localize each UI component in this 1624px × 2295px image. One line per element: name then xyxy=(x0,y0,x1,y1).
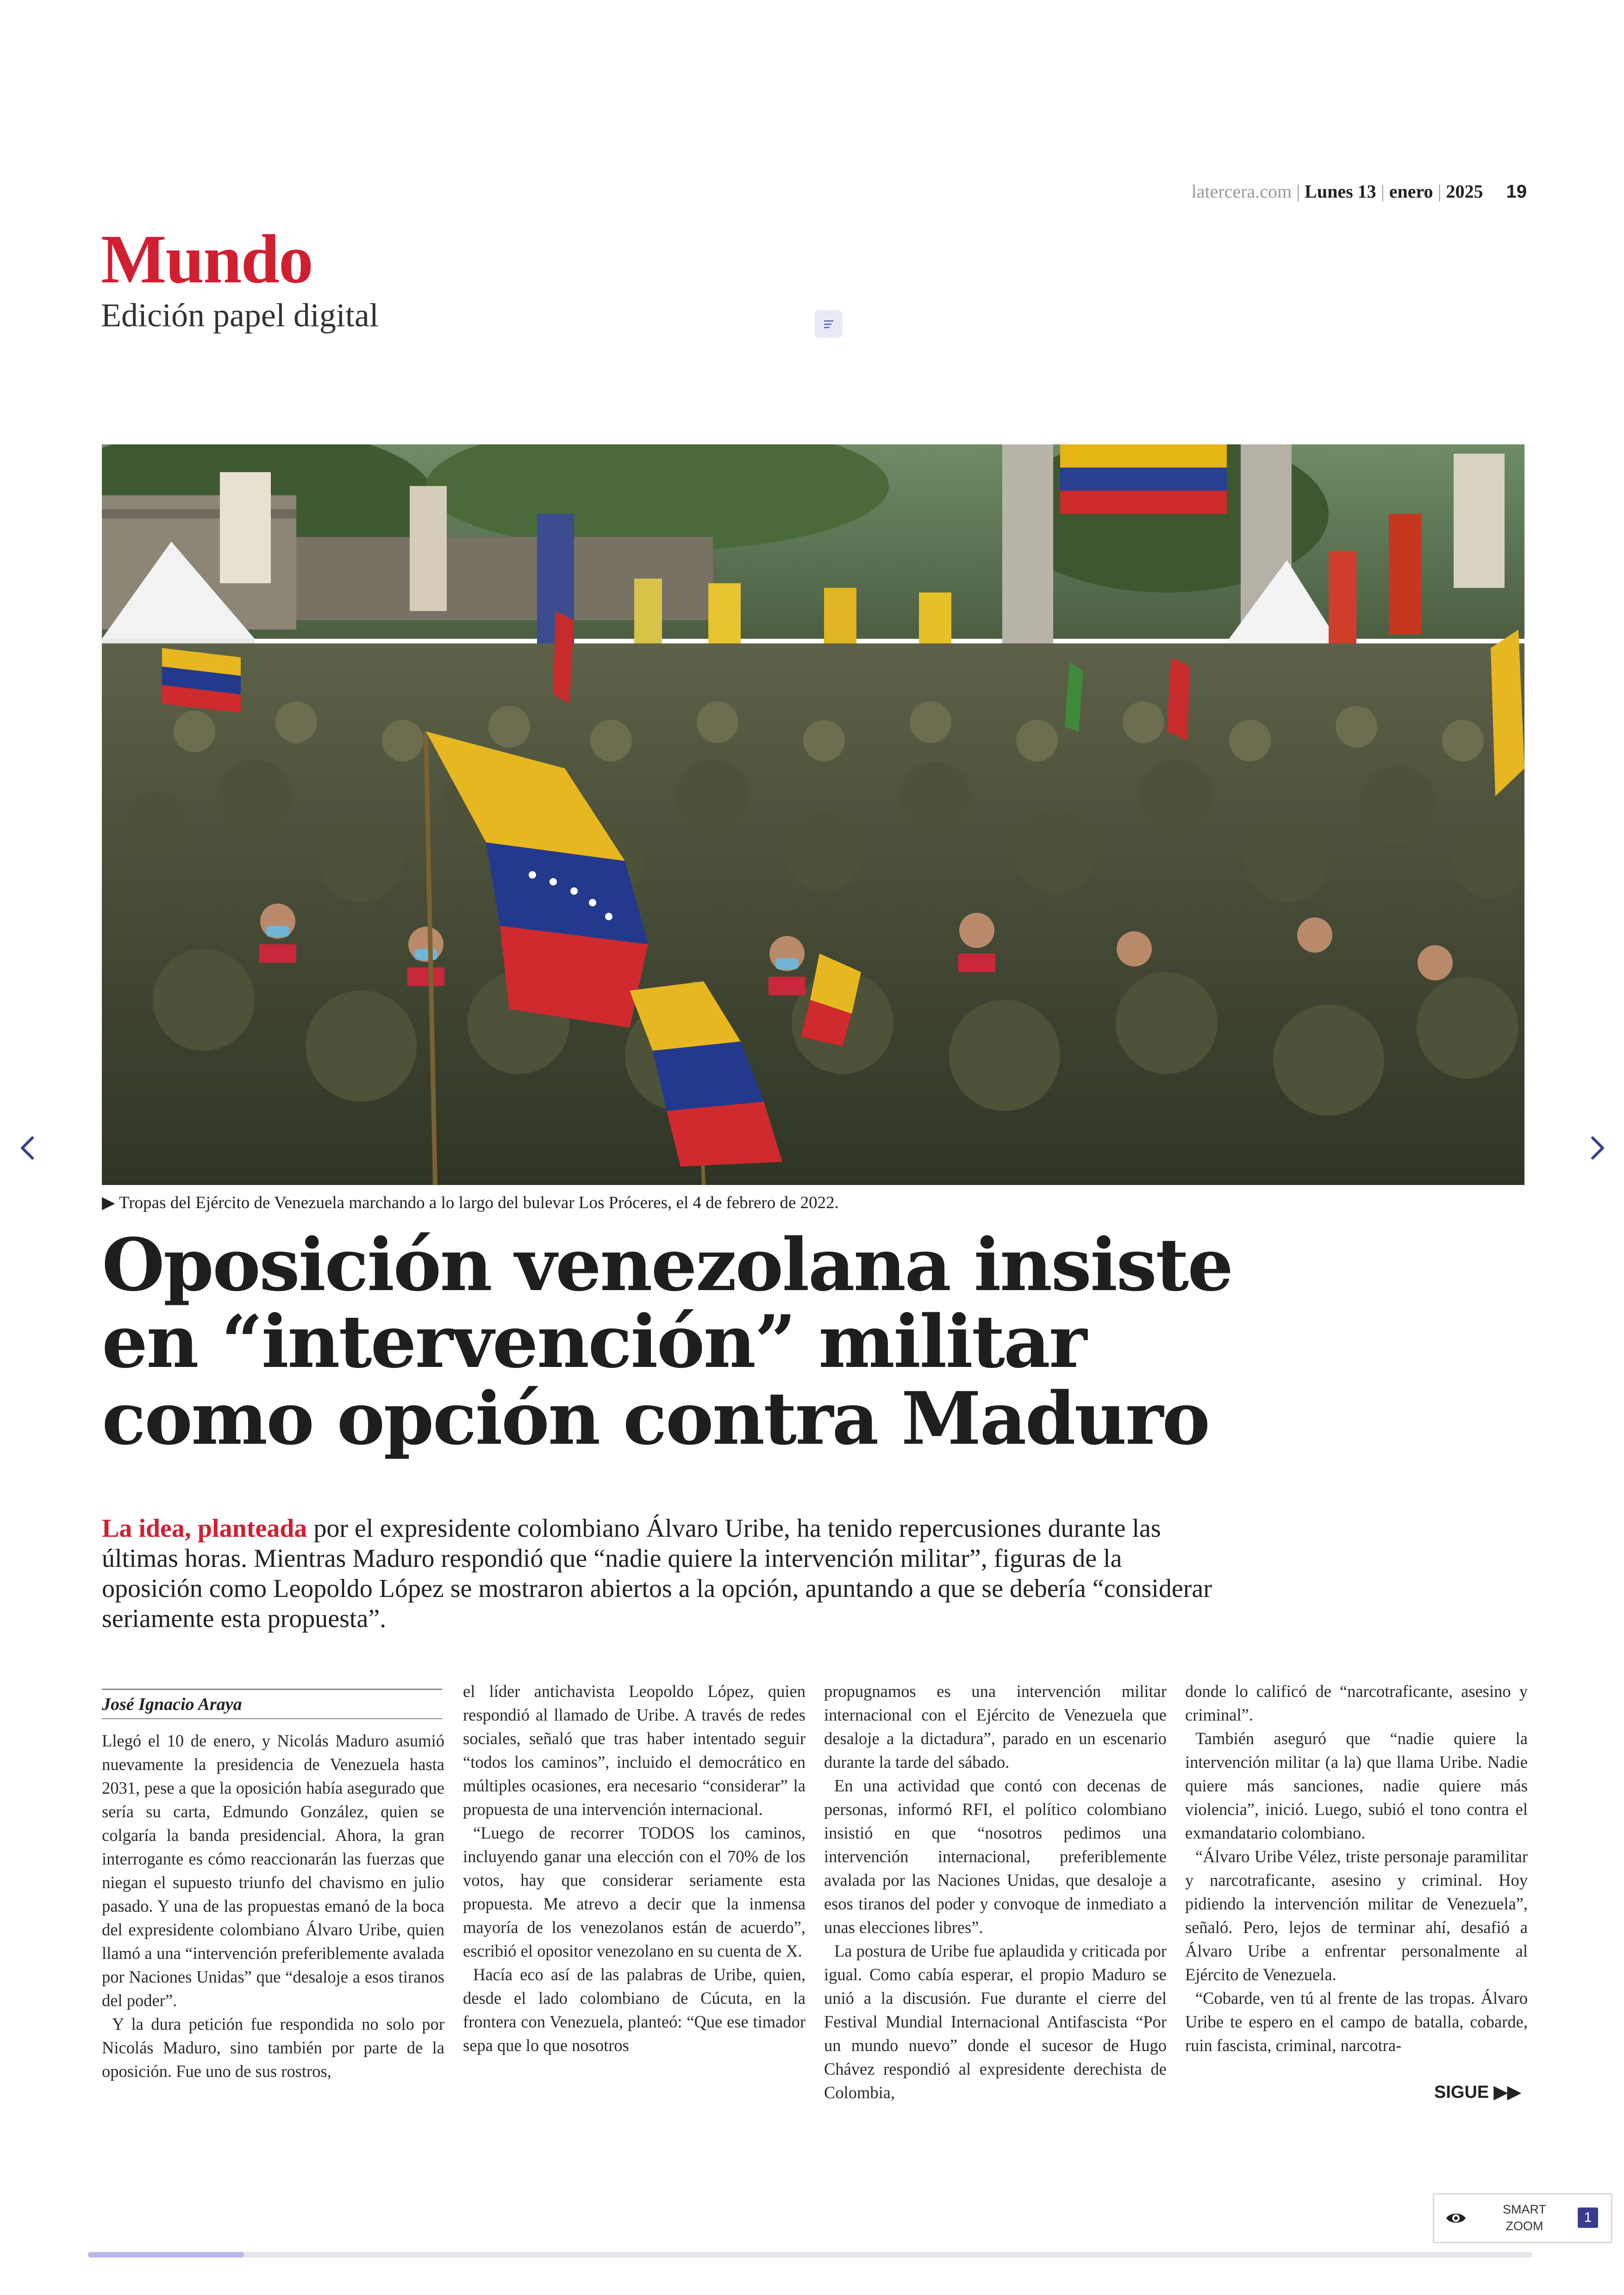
paragraph: Llegó el 10 de enero, y Nicolás Maduro asumió nuevamente la presidencia de Venezuela hasta 2031, pese a que la oposición había asegurado que sería su carta, Edmundo González, quien se colgaría la banda presidencial. Ahora, la gran interrogante es cómo reaccionarán las fuerzas que niegan el supuesto triunfo del chavismo en julio pasado. Y una de las propuestas emanó de la boca del expresidente colombiano Álvaro Uribe, quien llamó a una “intervención preferiblemente avalada por Naciones Unidas” que “desaloje a esos tiranos del poder”. xyxy=(102,1731,444,2010)
page-number: 19 xyxy=(1506,181,1527,202)
byline-rule xyxy=(102,1689,442,1690)
edition-year: 2025 xyxy=(1446,181,1483,202)
smart-zoom-label xyxy=(1494,2201,1555,2234)
page-progress-bar[interactable] xyxy=(88,2252,1532,2258)
lines-icon xyxy=(823,319,834,330)
article-photo xyxy=(102,444,1524,1185)
article-column-2 xyxy=(463,1679,806,2057)
photo-caption xyxy=(102,1192,839,1213)
caption-text: Tropas del Ejército de Venezuela marchando a lo largo del bulevar Los Próceres, el 4 de febrero de 2022. xyxy=(119,1193,839,1212)
eye-icon xyxy=(1444,2208,1468,2229)
continue-label[interactable]: SIGUE ▶▶ xyxy=(1434,2083,1521,2102)
paragraph: donde lo calificó de “narcotraficante, asesino y criminal”. xyxy=(1185,1682,1528,1724)
article-column-1 xyxy=(102,1729,444,2083)
lead-highlight: La idea, planteada xyxy=(102,1514,307,1543)
lead-text: por el expresidente colombiano Álvaro Uribe, ha tenido repercusiones durante las últimas horas. Mientras Maduro respondió que “nadie quiere la intervención militar”, figuras de la oposición como Leopoldo López se mostraron abiertos a la opción, apuntando a que se debería “considerar seriamente esta propuesta”. xyxy=(102,1514,1212,1633)
smart-zoom-count: 1 xyxy=(1578,2208,1598,2228)
headline-line: en “intervención” militar xyxy=(102,1299,1086,1384)
paragraph: “Álvaro Uribe Vélez, triste personaje paramilitar y narcotraficante, asesino y criminal. Hoy pidiendo la intervención militar de Venezuela”, señaló. Pero, lejos de terminar ahí, desafió a Álvaro Uribe a enfrentar personalmente al Ejército de Venezuela. xyxy=(1185,1847,1528,1984)
caption-triangle-icon: ▶ xyxy=(102,1193,119,1212)
paragraph: Y la dura petición fue respondida no solo por Nicolás Maduro, sino también por parte de la oposición. Fue uno de sus rostros, xyxy=(102,2014,444,2081)
page-progress-fill xyxy=(88,2252,244,2258)
smart-zoom-button[interactable] xyxy=(1433,2193,1612,2243)
edition-meta: latercera.com | Lunes 13 | enero | 2025 19 xyxy=(1191,181,1527,202)
article-headline xyxy=(102,1222,1305,1461)
byline-rule xyxy=(102,1718,442,1719)
section-subtitle: Edición papel digital xyxy=(101,297,379,334)
paragraph: La postura de Uribe fue aplaudida y criticada por igual. Como cabía esperar, el propio Maduro se unió a la discusión. Fue durante el cierre del Festival Mundial Internacional Antifascista “Por un mundo nuevo” donde el sucesor de Hugo Chávez respondió al expresidente derechista de Colombia, xyxy=(824,1941,1167,2102)
paragraph: el líder antichavista Leopoldo López, quien respondió al llamado de Uribe. A través de redes sociales, señaló que tras haber intentado seguir “todos los caminos”, incluido el democrático en múltiples ocasiones, era necesario “considerar” la propuesta de una intervención internacional. xyxy=(463,1682,806,1819)
headline-line: Oposición venezolana insiste xyxy=(102,1222,1232,1307)
paragraph: También aseguró que “nadie quiere la intervención militar (a la) que llama Uribe. Nadie quiere más sanciones, nadie quiere más violencia”, inició. Luego, subió el tono contra el exmandatario colombiano. xyxy=(1185,1729,1528,1842)
article-lead xyxy=(102,1514,1213,1634)
chevron-left-icon xyxy=(9,1129,46,1166)
paragraph: En una actividad que contó con decenas de personas, informó RFI, el político colombiano insistió en que “nosotros pedimos una intervención internacional, preferiblemente avalada por las Naciones Unidas, que desaloje a esos tiranos del poder y convoque de inmediato a unas elecciones libres”. xyxy=(824,1776,1167,1937)
next-page-button[interactable] xyxy=(1579,1129,1616,1166)
section-title: Mundo xyxy=(101,221,312,298)
paragraph: Hacía eco así de las palabras de Uribe, quien, desde el lado colombiano de Cúcuta, en la frontera con Venezuela, planteó: “Que ese timador sepa que lo que nosotros xyxy=(463,1965,806,2055)
paragraph: “Luego de recorrer TODOS los caminos, incluyendo ganar una elección con el 70% de los votos, hay que considerar seriamente esta propuesta. Me atrevo a decir que la inmensa mayoría de los venezolanos están de acuerdo”, escribió el opositor venezolano en su cuenta de X. xyxy=(463,1823,806,1960)
edition-day: Lunes 13 xyxy=(1305,181,1376,202)
site-name: latercera.com xyxy=(1191,181,1292,202)
smart-zoom-label-line: SMART xyxy=(1502,2202,1546,2216)
headline-line: como opción contra Maduro xyxy=(102,1376,1209,1461)
smart-zoom-label-line: ZOOM xyxy=(1505,2219,1543,2233)
notes-icon[interactable] xyxy=(815,310,843,338)
paragraph: “Cobarde, ven tú al frente de las tropas. Álvaro Uribe te espero en el campo de batalla, cobarde, ruin fascista, criminal, narcotra- xyxy=(1185,1989,1528,2055)
article-column-3 xyxy=(824,1679,1167,2104)
soldiers-march-illustration xyxy=(102,444,1524,1185)
paragraph: propugnamos es una intervención militar internacional con el Ejército de Venezuela que desaloje a la dictadura”, parado en un escenario durante la tarde del sábado. xyxy=(824,1682,1167,1771)
edition-month: enero xyxy=(1389,181,1433,202)
previous-page-button[interactable] xyxy=(9,1129,46,1166)
byline: José Ignacio Araya xyxy=(102,1695,242,1714)
chevron-right-icon xyxy=(1579,1129,1616,1166)
article-column-4 xyxy=(1185,1679,1528,2057)
